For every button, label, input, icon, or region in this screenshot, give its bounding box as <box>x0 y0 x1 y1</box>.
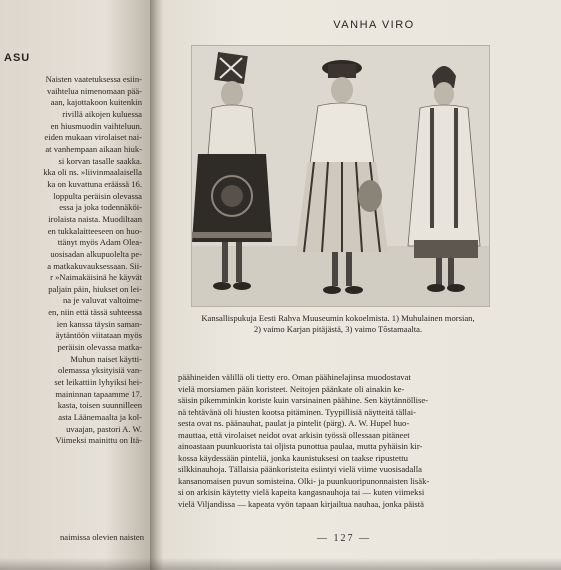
text-line: ka on kuvattuna eräässä 16. <box>47 178 142 189</box>
text-line: a matkakuvauksessaan. Sii- <box>47 260 142 271</box>
text-line: Muhun naiset käytti- <box>70 353 142 364</box>
text-line: uosisadan alkupuolelta pe- <box>50 248 142 259</box>
text-line: olemassa yksityisiä van- <box>57 365 142 376</box>
text-line: ainoastaan puunkuorista tai oljista punottua paulaa, mutta pyhäisin kir- <box>178 441 423 452</box>
text-line: Viimeksi mainittu on Itä- <box>55 435 142 446</box>
costume-photo-illustration <box>192 46 489 306</box>
text-line: äytäntöön viitataan myös <box>55 330 142 341</box>
text-line: kasta, toisen suunnilleen <box>57 400 142 411</box>
text-line: vielä Viljandissa — kapeata vyön tapaan kirjailtua nauhaa, jonka päistä <box>178 499 425 510</box>
text-line: r »Naimakäisinä he käyvät <box>50 272 142 283</box>
text-line: irolaista naista. Muodiltaan <box>48 213 142 224</box>
text-line: si on arkisin käytetty vielä kapeita kangasnauhoja tai — kuten viimeksi <box>178 487 425 498</box>
left-page-footer-line: naimissa olevien naisten <box>59 532 144 542</box>
text-line: en tukkalaitteeseen on huo- <box>47 225 142 236</box>
caption-line: 2) vaimo Karjan pitäjästä, 3) vaimo Tõstamaalta. <box>253 324 423 334</box>
costume-photograph <box>191 45 490 307</box>
page-number: — 127 — <box>317 533 371 544</box>
text-line: at vanhempaan aikaan hiuk- <box>45 143 142 154</box>
text-line: kossa käydessään pinteliä, jonka kaunistuksesi on taakse ripustettu <box>178 452 408 463</box>
text-line: vielä morsiamen pään koristeet. Neitojen päänkate oli ainakin ke- <box>178 383 405 394</box>
body-text <box>178 372 500 511</box>
page-bottom-shadow <box>0 558 561 570</box>
text-line: asta Läänemaalta ja kol- <box>58 412 142 423</box>
text-line: na je valuvat valtoime- <box>63 295 142 306</box>
text-line: nä tehtävänä oli hiusten kootsa pitäminen. Tyypillisiä näytteitä tällai- <box>178 406 417 417</box>
text-line: säisin pikemminkin koriste kuin varsinainen päähine. Sen käytännöllise- <box>178 395 429 406</box>
text-line: essa ja joka todennäköi- <box>59 202 142 213</box>
text-line: vaihtelua nimenomaan pää- <box>47 85 142 96</box>
text-line: set leikattiin lyhyiksi hei- <box>54 377 142 388</box>
text-line: silkkinauhoja. Tällaisia päänkoristeita esiintyi vielä viime vuosisadalla <box>178 464 422 475</box>
text-line: paljain päin, hiukset on lei- <box>48 283 142 294</box>
text-line: en hiusmuodin vaihteluun. <box>50 120 142 131</box>
text-line: peräisin olevassa matka- <box>57 342 142 353</box>
text-line: rivillä aikojen kuluessa <box>62 108 142 119</box>
left-page-text <box>0 74 148 447</box>
text-line: loppulta peräisin olevassa <box>53 190 142 201</box>
text-line: kansanomaisen puvun somisteina. Olki- ja puunkuoripunonnaisten lisäk- <box>178 475 430 486</box>
running-head: VANHA VIRO <box>333 19 415 31</box>
text-line: maininnan tapaamme 17. <box>55 388 142 399</box>
text-line: ien kanssa täysin saman- <box>56 318 142 329</box>
book-gutter <box>150 0 164 570</box>
text-line: si korvan tasalle saakka. <box>58 155 142 166</box>
caption-line: Kansallispukuja Eesti Rahva Muuseumin kokoelmista. 1) Muhulainen morsian, <box>201 313 475 323</box>
text-line: Naisten vaatetuksessa esiin- <box>45 74 142 84</box>
text-line: sesta ovat ns. päänauhat, paulat ja pintelit (pärg). A. W. Hupel huo- <box>178 418 410 429</box>
left-page <box>0 0 150 570</box>
right-page <box>164 0 561 570</box>
left-page-heading: ASU <box>4 52 31 64</box>
text-line: eiden mukaan virolaiset nai- <box>44 132 142 143</box>
text-line: mauttaa, että virolaiset neidot ovat arkisin työssä ollessaan pitäneet <box>178 429 410 440</box>
text-line: ttänyt myös Adam Olea- <box>57 237 142 248</box>
text-line: kka oli ns. »liivinmaalaisella <box>43 167 142 178</box>
text-line: uvaajan, pastori A. W. <box>66 423 142 434</box>
photo-caption <box>178 313 498 335</box>
text-line: en, niin että tässä suhteessa <box>48 307 142 318</box>
text-line: päähineiden välillä oli tietty ero. Oman päähinelajinsa muodostavat <box>178 372 411 382</box>
text-line: aan, kajottakoon kuitenkin <box>50 97 142 108</box>
